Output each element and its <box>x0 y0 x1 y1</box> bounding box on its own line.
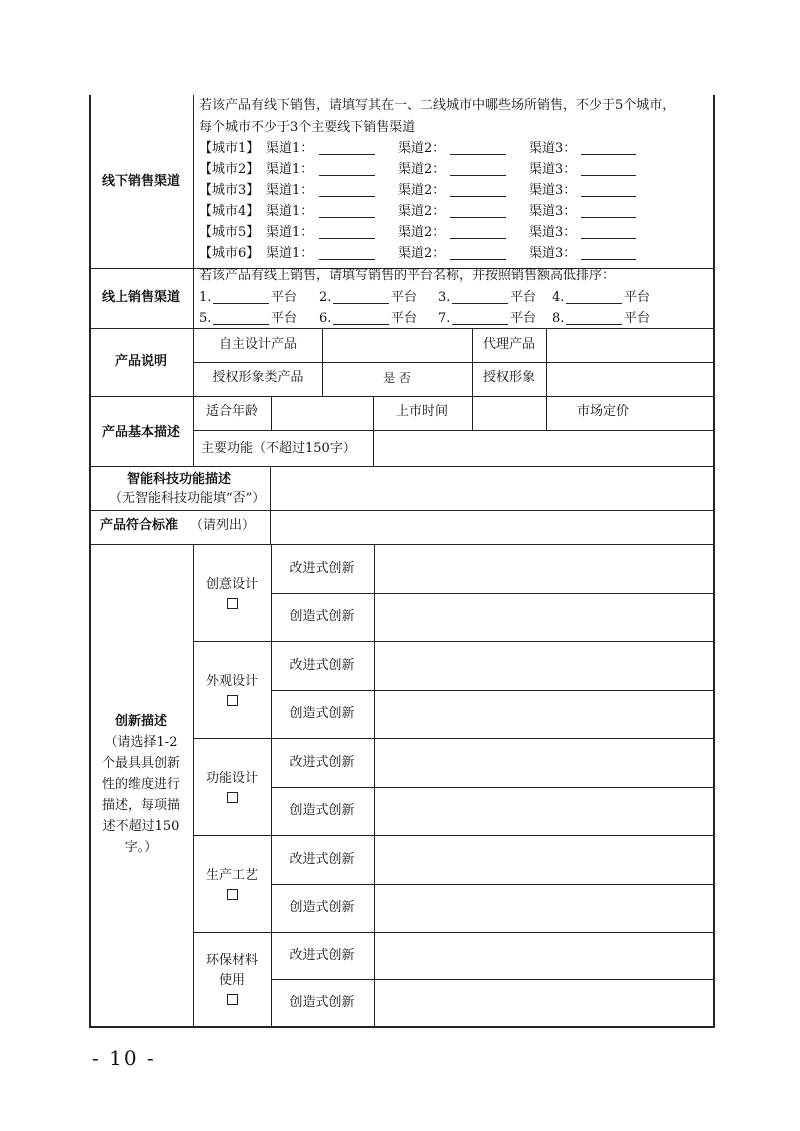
fill-blank[interactable] <box>450 154 506 155</box>
fill-blank[interactable] <box>581 259 636 260</box>
innovation-dimension: 环保材料 <box>205 953 258 968</box>
fill-blank[interactable] <box>319 154 375 155</box>
table-border <box>193 641 713 642</box>
platform-number: 2. <box>319 290 332 305</box>
create-innovation-label: 创造式创新 <box>289 995 355 1010</box>
platform-number: 1. <box>199 290 212 305</box>
self-design-label: 自主设计产品 <box>218 337 297 352</box>
platform-label: 平台 <box>271 290 298 305</box>
table-border <box>89 1026 715 1028</box>
fill-blank[interactable] <box>452 324 508 325</box>
table-border <box>193 430 713 431</box>
checkbox[interactable] <box>227 889 238 900</box>
channel-label: 渠道2： <box>398 246 446 261</box>
channel-label: 渠道3： <box>529 225 577 240</box>
channel-label: 渠道1： <box>266 141 314 156</box>
innovation-dimension: 使用 <box>218 973 245 988</box>
table-border <box>89 328 713 329</box>
fill-blank[interactable] <box>450 175 506 176</box>
fill-blank[interactable] <box>566 324 622 325</box>
channel-label: 渠道1： <box>266 204 314 219</box>
basic-desc-label: 产品基本描述 <box>101 425 180 440</box>
city-label: 【城市3】 <box>199 183 260 198</box>
create-innovation-label: 创造式创新 <box>289 609 355 624</box>
fill-blank[interactable] <box>450 259 506 260</box>
platform-label: 平台 <box>391 311 418 326</box>
platform-label: 平台 <box>510 290 537 305</box>
page-number: - 10 - <box>92 1046 156 1070</box>
table-border <box>89 466 713 467</box>
channel-label: 渠道2： <box>398 162 446 177</box>
fill-blank[interactable] <box>319 238 375 239</box>
channel-label: 渠道2： <box>398 225 446 240</box>
agent-product-label: 代理产品 <box>482 337 535 352</box>
checkbox[interactable] <box>227 598 238 609</box>
license-image-label: 授权形象 <box>482 370 535 385</box>
table-border <box>193 835 713 836</box>
table-border <box>193 362 713 363</box>
table-border <box>89 396 713 397</box>
platform-label: 平台 <box>624 290 651 305</box>
fill-blank[interactable] <box>581 154 636 155</box>
table-border <box>271 884 713 885</box>
market-price-label: 市场定价 <box>576 404 629 419</box>
create-innovation-label: 创造式创新 <box>289 803 355 818</box>
table-border <box>193 738 713 739</box>
platform-number: 5. <box>199 311 212 326</box>
smart-tech-note: （无智能科技功能填“否”） <box>109 491 266 506</box>
channel-label: 渠道1： <box>266 225 314 240</box>
offline-intro: 若该产品有线下销售，请填写其在一、二线城市中哪些场所销售，不少于5个城市， <box>199 98 676 113</box>
improve-innovation-label: 改进式创新 <box>289 852 355 867</box>
innovation-dimension: 生产工艺 <box>205 867 258 883</box>
table-border <box>270 466 271 544</box>
channel-label: 渠道3： <box>529 183 577 198</box>
improve-innovation-label: 改进式创新 <box>289 948 355 963</box>
platform-number: 6. <box>319 311 332 326</box>
innovation-dimension: 外观设计 <box>205 673 258 689</box>
fill-blank[interactable] <box>566 303 622 304</box>
innovation-note: （请选择1-2 <box>104 735 178 750</box>
innovation-dimension: 功能设计 <box>205 770 258 786</box>
platform-number: 3. <box>438 290 451 305</box>
offline-label: 线下销售渠道 <box>101 174 180 189</box>
channel-label: 渠道3： <box>529 141 577 156</box>
product-desc-label: 产品说明 <box>114 354 167 369</box>
improve-innovation-label: 改进式创新 <box>289 658 355 673</box>
improve-innovation-label: 改进式创新 <box>289 755 355 770</box>
platform-number: 7. <box>438 311 451 326</box>
city-label: 【城市4】 <box>199 204 260 219</box>
standard-label: 产品符合标准 <box>100 518 179 533</box>
fill-blank[interactable] <box>450 217 506 218</box>
channel-label: 渠道1： <box>266 246 314 261</box>
channel-label: 渠道2： <box>398 183 446 198</box>
improve-innovation-label: 改进式创新 <box>289 561 355 576</box>
fill-blank[interactable] <box>581 217 636 218</box>
city-label: 【城市5】 <box>199 225 260 240</box>
offline-intro: 每个城市不少于3个主要线下销售渠道 <box>199 120 416 135</box>
licensed-product-label: 授权形象类产品 <box>212 370 304 385</box>
platform-label: 平台 <box>271 311 298 326</box>
fill-blank[interactable] <box>450 196 506 197</box>
fill-blank[interactable] <box>581 196 636 197</box>
innovation-note: 描述，每项描 <box>101 798 180 813</box>
platform-label: 平台 <box>510 311 537 326</box>
channel-label: 渠道3： <box>529 162 577 177</box>
platform-number: 4. <box>552 290 565 305</box>
city-label: 【城市2】 <box>199 162 260 177</box>
fill-blank[interactable] <box>452 303 508 304</box>
platform-number: 8. <box>552 311 565 326</box>
platform-label: 平台 <box>391 290 418 305</box>
innovation-note: 性的维度进行 <box>101 777 180 792</box>
city-label: 【城市1】 <box>199 141 260 156</box>
innovation-label: 创新描述 <box>114 714 167 729</box>
channel-label: 渠道3： <box>529 204 577 219</box>
smart-tech-label: 智能科技功能描述 <box>126 472 231 487</box>
innovation-note: 述不超过150 <box>102 819 180 834</box>
table-border <box>271 690 713 691</box>
checkbox[interactable] <box>227 695 238 706</box>
suitable-age-label: 适合年龄 <box>205 404 258 419</box>
table-border <box>271 979 713 980</box>
yes-no-options: 是 否 <box>383 371 411 385</box>
standard-note: （请列出） <box>190 518 256 533</box>
platform-label: 平台 <box>624 311 651 326</box>
fill-blank[interactable] <box>581 175 636 176</box>
fill-blank[interactable] <box>581 238 636 239</box>
channel-label: 渠道2： <box>398 204 446 219</box>
fill-blank[interactable] <box>450 238 506 239</box>
table-border <box>271 787 713 788</box>
fill-blank[interactable] <box>319 259 375 260</box>
table-border <box>89 95 91 1027</box>
main-functions-label: 主要功能（不超过150字） <box>201 441 356 456</box>
table-border <box>89 510 713 511</box>
innovation-note: 个最具具创新 <box>101 756 180 771</box>
checkbox[interactable] <box>227 792 238 803</box>
city-label: 【城市6】 <box>199 246 260 261</box>
fill-blank[interactable] <box>319 175 375 176</box>
channel-label: 渠道3： <box>529 246 577 261</box>
fill-blank[interactable] <box>333 324 389 325</box>
table-border <box>89 544 713 545</box>
create-innovation-label: 创造式创新 <box>289 706 355 721</box>
fill-blank[interactable] <box>213 303 269 304</box>
fill-blank[interactable] <box>333 303 389 304</box>
fill-blank[interactable] <box>319 217 375 218</box>
innovation-note: 字。） <box>124 840 158 855</box>
online-intro: 若该产品有线上销售，请填写销售的平台名称，并按照销售额高低排序： <box>199 268 616 283</box>
channel-label: 渠道1： <box>266 162 314 177</box>
table-border <box>713 95 715 1027</box>
online-label: 线上销售渠道 <box>101 290 180 305</box>
channel-label: 渠道1： <box>266 183 314 198</box>
channel-label: 渠道2： <box>398 141 446 156</box>
table-border <box>271 593 713 594</box>
fill-blank[interactable] <box>319 196 375 197</box>
innovation-dimension: 创意设计 <box>205 576 258 592</box>
create-innovation-label: 创造式创新 <box>289 900 355 915</box>
launch-time-label: 上市时间 <box>395 404 448 419</box>
checkbox[interactable] <box>227 994 238 1005</box>
table-border <box>193 932 713 933</box>
fill-blank[interactable] <box>213 324 269 325</box>
